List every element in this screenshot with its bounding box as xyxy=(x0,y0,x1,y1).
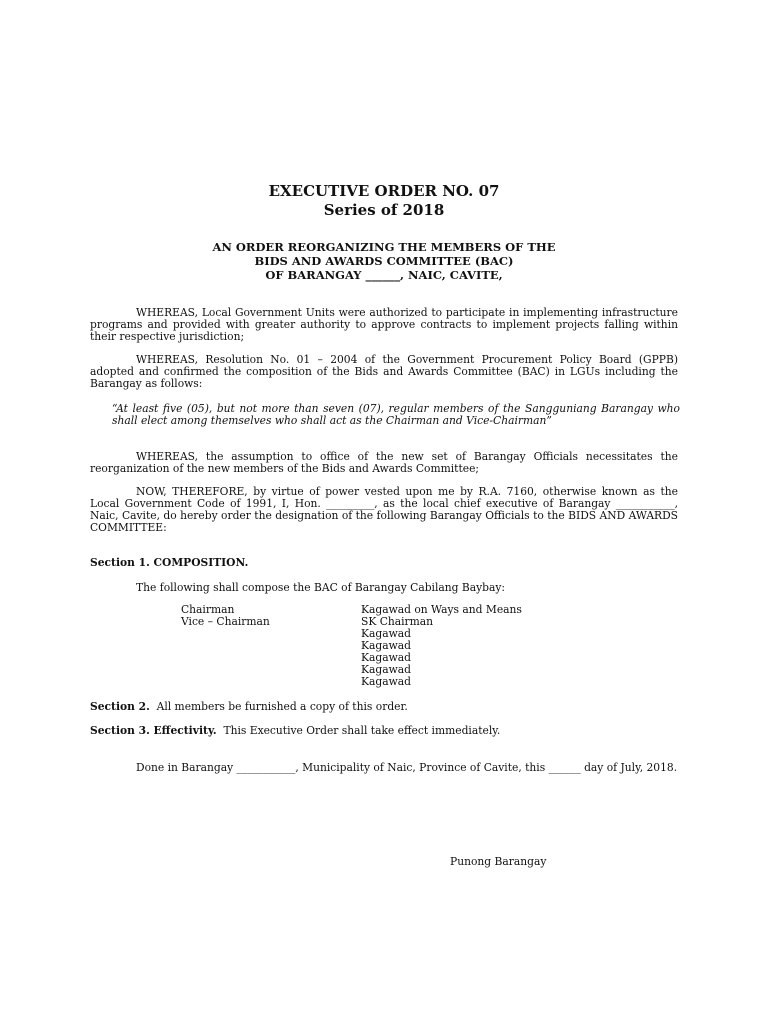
composition-list xyxy=(181,604,522,688)
member-position: Vice – Chairman xyxy=(181,615,270,628)
list-item xyxy=(181,616,522,628)
signatory-title: Punong Barangay xyxy=(450,855,547,868)
whereas-paragraph-1: WHEREAS, Local Government Units were authorized to participate in implementing infrastructure programs and provided with greater authority to approve contracts to implement projects falling within their respective jurisdiction; xyxy=(90,306,678,343)
order-subject-line2: BIDS AND AWARDS COMMITTEE (BAC) xyxy=(254,254,514,268)
section-2 xyxy=(90,701,690,713)
list-item xyxy=(181,652,522,664)
section-2-label: Section 2. xyxy=(90,700,150,713)
now-therefore-paragraph: NOW, THEREFORE, by virtue of power vested upon me by R.A. 7160, otherwise known as the Local Government Code of 1991, I, Hon. _________, as the local chief executive of Barangay ___________, Naic, Cavite, do hereby order the designation of the following Barangay Officials to the BIDS AND AWARDS COMMITTEE: xyxy=(90,485,678,534)
list-item xyxy=(181,640,522,652)
member-position xyxy=(181,664,361,676)
list-item xyxy=(181,628,522,640)
member-position xyxy=(181,640,361,652)
member-position xyxy=(181,652,361,664)
order-series: Series of 2018 xyxy=(323,201,445,219)
section-3 xyxy=(90,725,690,737)
member-position xyxy=(181,628,361,640)
member-name: Kagawad xyxy=(361,663,411,676)
member-position xyxy=(181,676,361,688)
list-item xyxy=(181,664,522,676)
member-name: Kagawad xyxy=(361,651,411,664)
section-3-label: Section 3. Effectivity. xyxy=(90,724,217,737)
order-subject-line1: AN ORDER REORGANIZING THE MEMBERS OF THE xyxy=(212,240,556,254)
section-3-text: This Executive Order shall take effect immediately. xyxy=(223,724,501,737)
done-in-paragraph: Done in Barangay ___________, Municipality of Naic, Province of Cavite, this ______ day of July, 2018. xyxy=(136,761,678,774)
section-1-heading: Section 1. COMPOSITION. xyxy=(90,556,249,569)
member-name: Kagawad xyxy=(361,675,411,688)
member-name: Kagawad on Ways and Means xyxy=(361,603,522,616)
section-2-text: All members be furnished a copy of this order. xyxy=(156,700,408,713)
order-title: EXECUTIVE ORDER NO. 07 xyxy=(268,182,500,200)
order-subject-line3: OF BARANGAY ______, NAIC, CAVITE, xyxy=(265,268,503,282)
whereas-paragraph-2: WHEREAS, Resolution No. 01 – 2004 of the Government Procurement Policy Board (GPPB) adopted and confirmed the composition of the Bids and Awards Committee (BAC) in LGUs including the Barangay as follows: xyxy=(90,353,678,390)
composition-intro: The following shall compose the BAC of Barangay Cabilang Baybay: xyxy=(136,581,506,594)
member-name: Kagawad xyxy=(361,627,411,640)
list-item xyxy=(181,676,522,688)
member-name: Kagawad xyxy=(361,639,411,652)
whereas-paragraph-3: WHEREAS, the assumption to office of the new set of Barangay Officials necessitates the reorganization of the new members of the Bids and Awards Committee; xyxy=(90,450,678,475)
gppb-quote: “At least five (05), but not more than seven (07), regular members of the Sangguniang Barangay who shall elect among themselves who shall act as the Chairman and Vice-Chairman” xyxy=(112,402,680,427)
member-position: Chairman xyxy=(181,603,235,616)
member-name: SK Chairman xyxy=(361,615,434,628)
